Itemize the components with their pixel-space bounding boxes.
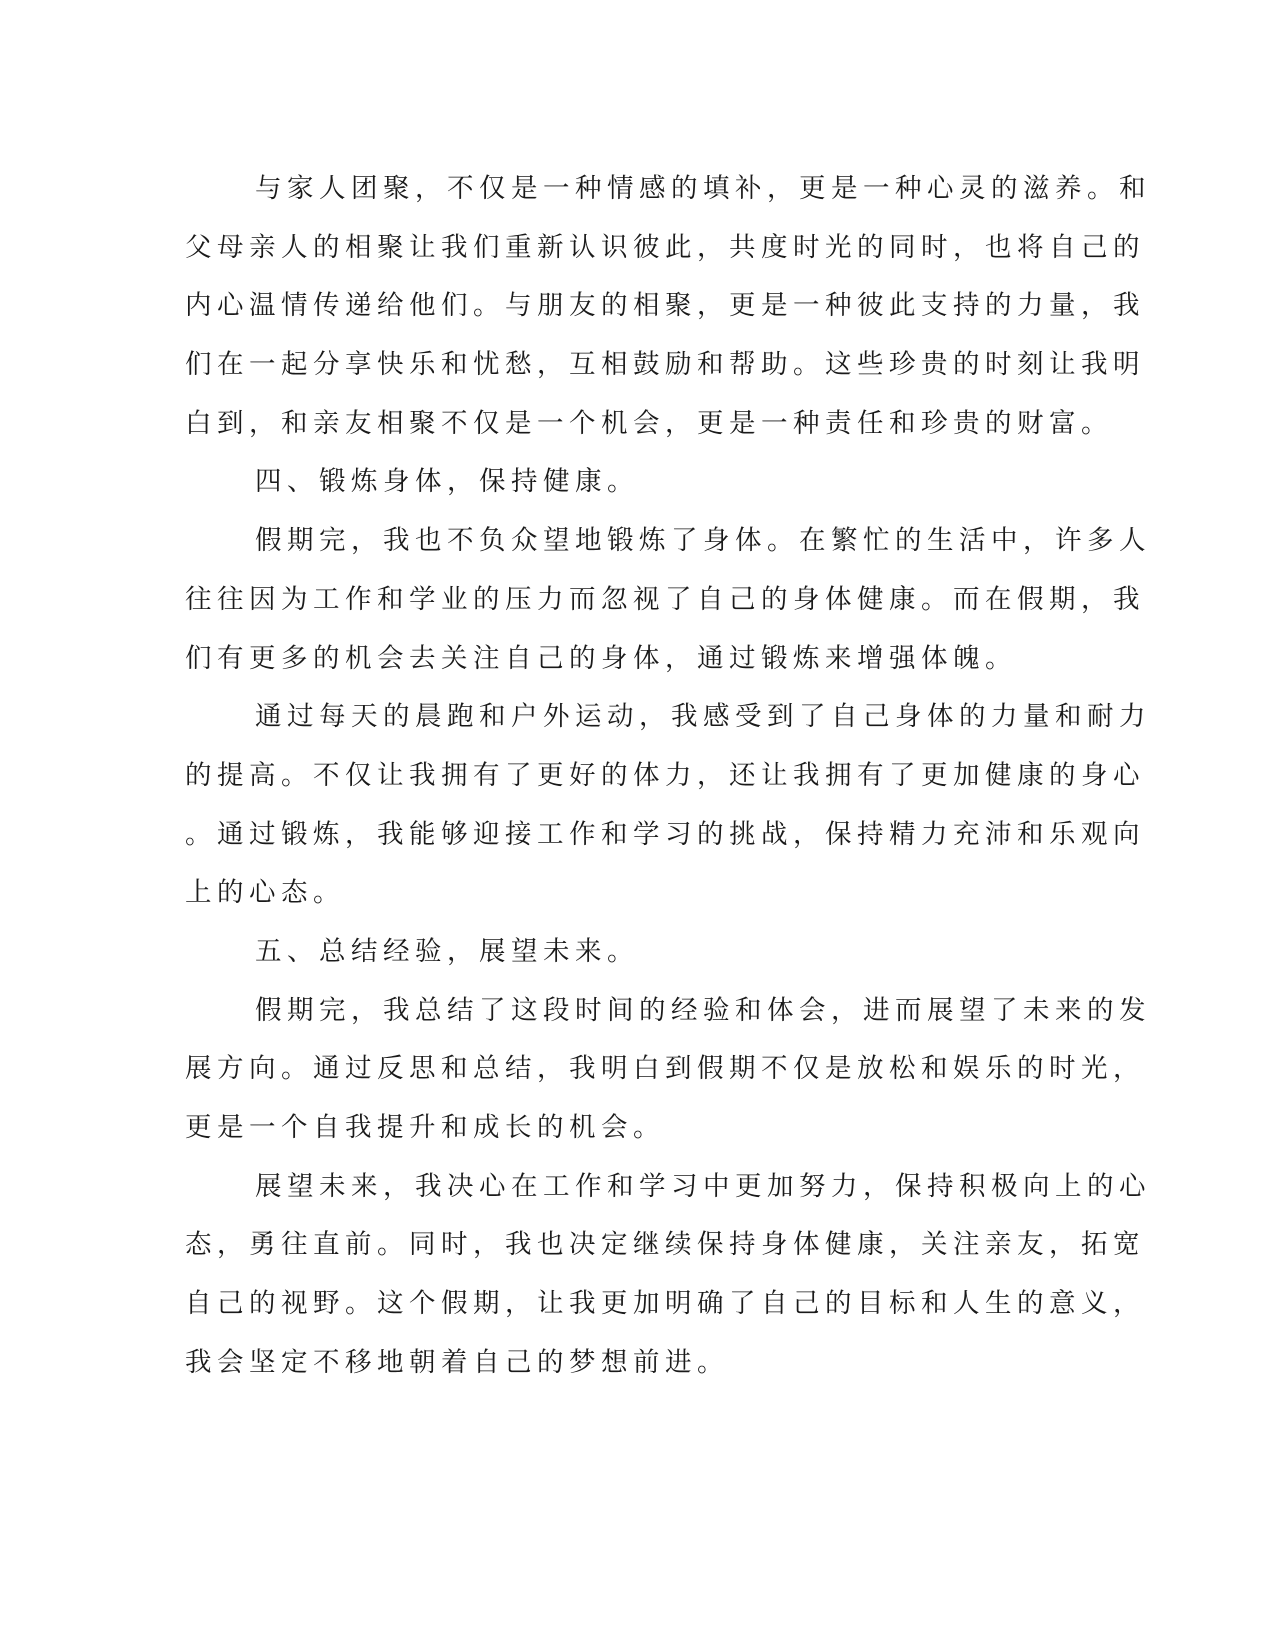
text-line: 父母亲人的相聚让我们重新认识彼此，共度时光的同时，也将自己的 [185, 231, 1145, 263]
section-heading: 四、锻炼身体，保持健康。 [255, 466, 639, 498]
document-body [185, 160, 1151, 1392]
text-line: 展方向。通过反思和总结，我明白到假期不仅是放松和娱乐的时光， [185, 1053, 1145, 1085]
text-line: 我会坚定不移地朝着自己的梦想前进。 [185, 1346, 729, 1378]
text-line: 假期完，我也不负众望地锻炼了身体。在繁忙的生活中，许多人 [255, 525, 1151, 557]
text-line: 通过每天的晨跑和户外运动，我感受到了自己身体的力量和耐力 [255, 701, 1151, 733]
text-line: 白到，和亲友相聚不仅是一个机会，更是一种责任和珍贵的财富。 [185, 407, 1113, 439]
text-line: 的提高。不仅让我拥有了更好的体力，还让我拥有了更加健康的身心 [185, 759, 1145, 791]
section-heading: 五、总结经验，展望未来。 [255, 935, 639, 967]
text-line: 假期完，我总结了这段时间的经验和体会，进而展望了未来的发 [255, 994, 1151, 1026]
text-line: 上的心态。 [185, 877, 345, 909]
text-line: 们有更多的机会去关注自己的身体，通过锻炼来增强体魄。 [185, 642, 1017, 674]
text-line: 与家人团聚，不仅是一种情感的填补，更是一种心灵的滋养。和 [255, 173, 1151, 204]
text-line: 更是一个自我提升和成长的机会。 [185, 1112, 665, 1143]
text-line: 们在一起分享快乐和忧愁，互相鼓励和帮助。这些珍贵的时刻让我明 [185, 349, 1145, 381]
text-line: 往往因为工作和学业的压力而忽视了自己的身体健康。而在假期，我 [185, 583, 1145, 615]
text-line: 。通过锻炼，我能够迎接工作和学习的挑战，保持精力充沛和乐观向 [185, 818, 1145, 850]
text-line: 内心温情传递给他们。与朋友的相聚，更是一种彼此支持的力量，我 [185, 290, 1145, 322]
text-line: 展望未来，我决心在工作和学习中更加努力，保持积极向上的心 [255, 1170, 1151, 1202]
text-line: 自己的视野。这个假期，让我更加明确了自己的目标和人生的意义， [185, 1288, 1145, 1320]
text-line: 态，勇往直前。同时，我也决定继续保持身体健康，关注亲友，拓宽 [185, 1229, 1145, 1261]
